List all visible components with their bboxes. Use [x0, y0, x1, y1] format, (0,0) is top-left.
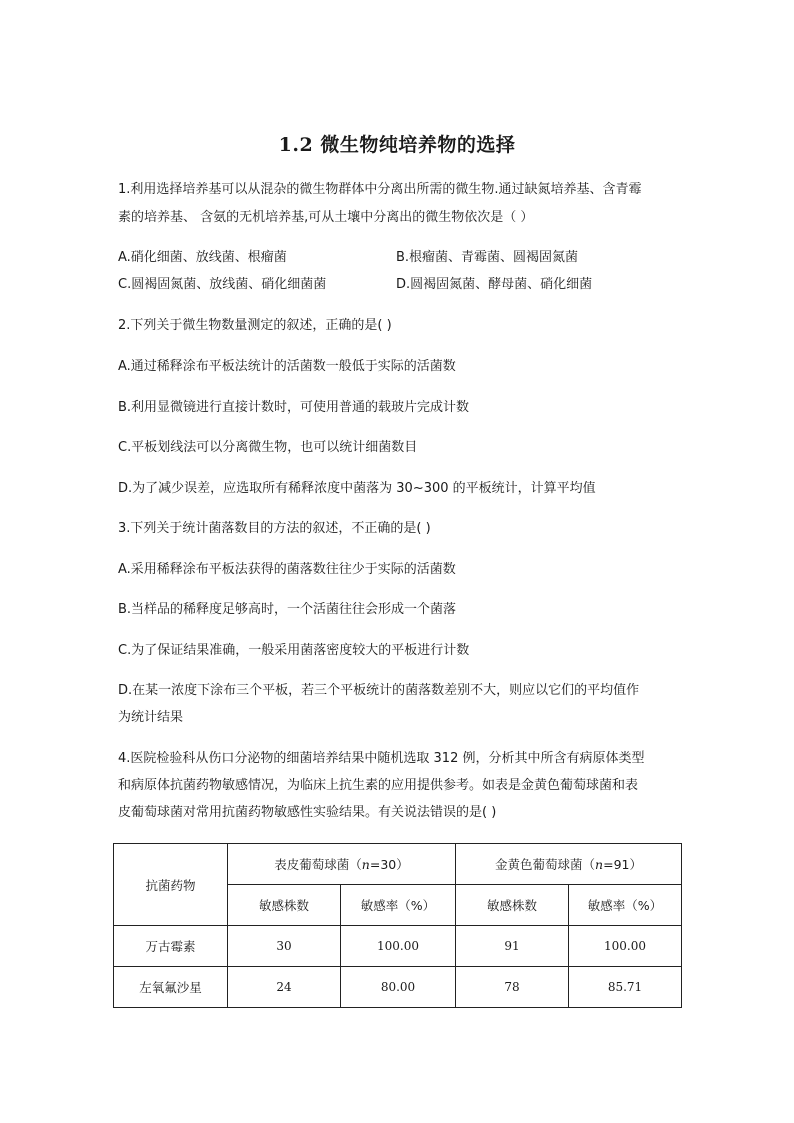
group2-rate-cell: 100.00: [569, 926, 682, 967]
page-title: 1.2 微生物纯培养物的选择: [278, 134, 516, 156]
group2-count-header: 敏感株数: [456, 885, 569, 926]
table-row: [114, 967, 682, 1008]
q2-option-a: A.通过稀释涂布平板法统计的活菌数一般低于实际的活菌数: [118, 359, 456, 374]
q3-option-c: C.为了保证结果准确，一般采用菌落密度较大的平板进行计数: [118, 643, 470, 658]
group1-rate-cell: 80.00: [341, 967, 456, 1008]
group1-rate-header: 敏感率（%）: [341, 885, 456, 926]
group2-name: 金黄色葡萄球菌（: [495, 857, 596, 872]
q2-option-d: D.为了减少误差，应选取所有稀释浓度中菌落为 30~300 的平板统计，计算平均值: [118, 481, 596, 496]
group2-rate-cell: 85.71: [569, 967, 682, 1008]
q3-stem: 3.下列关于统计菌落数目的方法的叙述，不正确的是( ): [118, 521, 431, 536]
q3-option-d-line-2: 为统计结果: [118, 710, 184, 725]
q4-stem-line-1: 4.医院检验科从伤口分泌物的细菌培养结果中随机选取 312 例，分析其中所含有病原体类型: [118, 751, 645, 766]
q3-option-a: A.采用稀释涂布平板法获得的菌落数往往少于实际的活菌数: [118, 562, 456, 577]
q2-option-b: B.利用显微镜进行直接计数时，可使用普通的载玻片完成计数: [118, 400, 470, 415]
q1-stem-line-1: 1.利用选择培养基可以从混杂的微生物群体中分离出所需的微生物.通过缺氮培养基、含青霉: [118, 182, 642, 197]
q1-stem-line-2: 素的培养基、 含氨的无机培养基,可从土壤中分离出的微生物依次是（ ）: [118, 210, 534, 225]
group1-count-header: 敏感株数: [228, 885, 341, 926]
q3-option-d-line-1: D.在某一浓度下涂布三个平板，若三个平板统计的菌落数差别不大，则应以它们的平均值作: [118, 683, 640, 698]
q2-option-c: C.平板划线法可以分离微生物，也可以统计细菌数目: [118, 440, 418, 455]
q1-option-b: B.根瘤菌、青霉菌、圆褐固氮菌: [396, 250, 579, 265]
group2-header-cell: [456, 844, 682, 885]
drug-cell: 左氧氟沙星: [114, 967, 228, 1008]
group1-header-cell: [228, 844, 456, 885]
q1-option-c: C.圆褐固氮菌、放线菌、硝化细菌菌: [118, 277, 327, 292]
group1-n-var: n: [361, 857, 370, 872]
group2-count-cell: 91: [456, 926, 569, 967]
group2-count-cell: 78: [456, 967, 569, 1008]
q3-option-b: B.当样品的稀释度足够高时，一个活菌往往会形成一个菌落: [118, 602, 457, 617]
table-row: [114, 926, 682, 967]
group1-count-cell: 24: [228, 967, 341, 1008]
q1-option-d: D.圆褐固氮菌、酵母菌、硝化细菌: [396, 277, 593, 292]
group2-n-var: n: [595, 857, 604, 872]
group1-rate-cell: 100.00: [341, 926, 456, 967]
q2-stem: 2.下列关于微生物数量测定的叙述，正确的是( ): [118, 318, 392, 333]
q4-stem-line-3: 皮葡萄球菌对常用抗菌药物敏感性实验结果。有关说法错误的是( ): [118, 805, 497, 820]
drug-cell: 万古霉素: [114, 926, 228, 967]
q4-stem-line-2: 和病原体抗菌药物敏感情况，为临床上抗生素的应用提供参考。如表是金黄色葡萄球菌和表: [118, 778, 639, 793]
group2-rate-header: 敏感率（%）: [569, 885, 682, 926]
drug-header-cell: 抗菌药物: [114, 844, 228, 926]
group2-n-rest: =91）: [603, 857, 642, 872]
q1-option-a: A.硝化细菌、放线菌、根瘤菌: [118, 250, 287, 265]
group1-name: 表皮葡萄球菌（: [274, 857, 362, 872]
table-header-row: [114, 844, 682, 885]
sensitivity-table: [113, 843, 682, 1008]
group1-count-cell: 30: [228, 926, 341, 967]
group1-n-rest: =30）: [369, 857, 409, 872]
